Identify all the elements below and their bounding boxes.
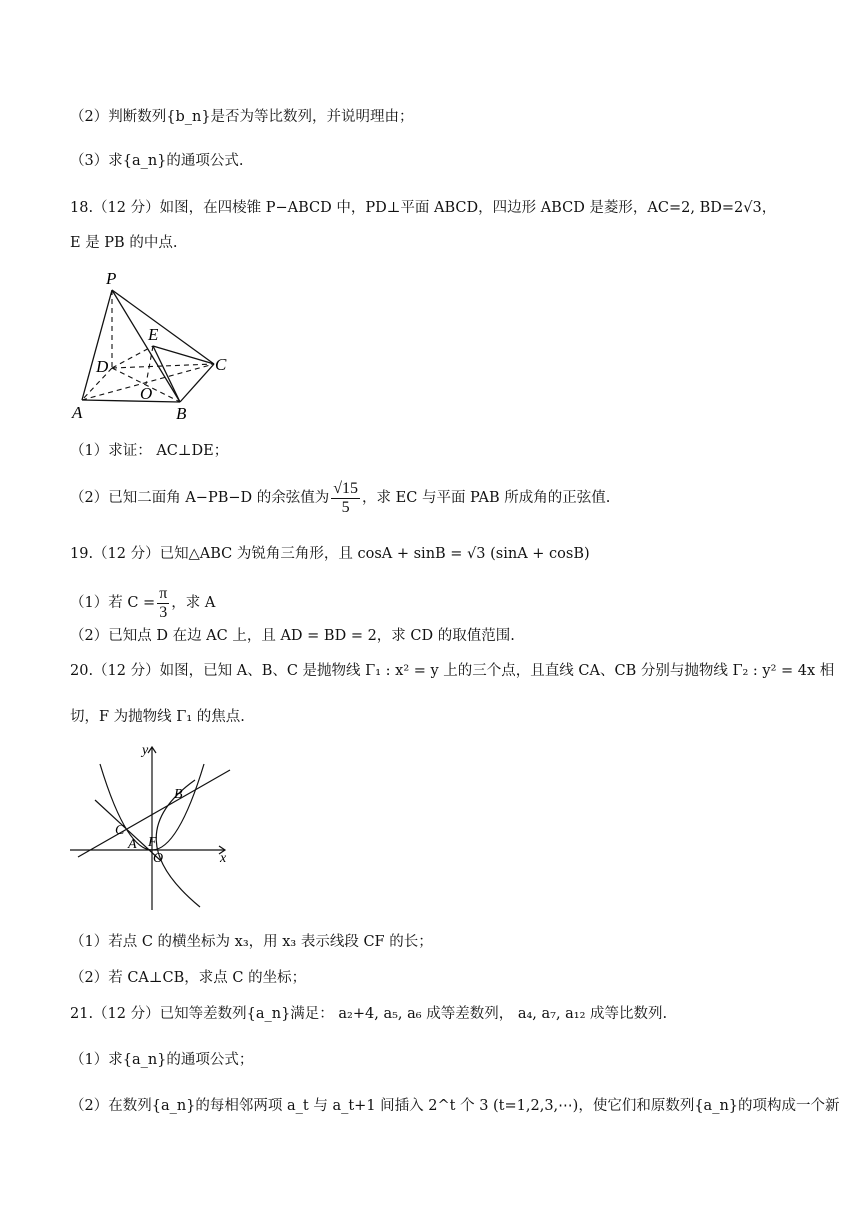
fig1-label-p: P [106, 269, 117, 288]
problem-21-part-2: （2）在数列{a_n}的每相邻两项 a_t 与 a_t+1 间插入 2^t 个 3 (t=1,2,3,⋯)，使它们和原数列{a_n}的项构成一个新 [70, 1098, 840, 1114]
problem-19-part-2: （2）已知点 D 在边 AC 上，且 AD = BD = 2，求 CD 的取值范围. [70, 628, 515, 644]
problem-19-statement: 19.（12 分）已知△ABC 为锐角三角形，且 cosA + sinB = √3 (sinA + cosB) [70, 546, 590, 562]
fig2-label-b: B [174, 787, 183, 802]
problem-20-statement-cont: 切，F 为抛物线 Γ₁ 的焦点. [70, 709, 245, 725]
fig2-label-x: x [220, 851, 227, 866]
text-line-1: （2）判断数列{b_n}是否为等比数列，并说明理由； [70, 109, 414, 125]
problem-20-statement: 20.（12 分）如图，已知 A、B、C 是抛物线 Γ₁ : x² = y 上的三个点，且直线 CA、CB 分别与抛物线 Γ₂ : y² = 4x 相 [70, 663, 835, 679]
fig1-label-c: C [215, 355, 227, 374]
problem-18-statement: 18.（12 分）如图，在四棱锥 P−ABCD 中，PD⊥平面 ABCD，四边形 ABCD 是菱形，AC=2, BD=2√3， [70, 200, 777, 216]
text-line-2: （3）求{a_n}的通项公式. [70, 153, 244, 169]
parabola-figure [70, 742, 240, 912]
problem-21-statement: 21.（12 分）已知等差数列{a_n}满足： a₂+4, a₅, a₆ 成等差数列， a₄, a₇, a₁₂ 成等比数列. [70, 1006, 668, 1022]
fig2-label-a: A [128, 837, 137, 852]
fig1-label-a: A [72, 403, 83, 422]
problem-21-part-1: （1）求{a_n}的通项公式； [70, 1052, 254, 1068]
fig2-label-o: O [153, 851, 164, 866]
fig1-label-o: O [140, 384, 153, 403]
fig2-label-y: y [142, 743, 149, 758]
problem-18-part-1: （1）求证： AC⊥DE； [70, 443, 229, 459]
problem-20-part-2: （2）若 CA⊥CB，求点 C 的坐标； [70, 970, 307, 986]
problem-20-part-1: （1）若点 C 的横坐标为 x₃，用 x₃ 表示线段 CF 的长； [70, 934, 433, 950]
fig1-label-e: E [148, 325, 159, 344]
fig2-label-f: F [148, 835, 157, 850]
problem-18-part-2: （2）已知二面角 A−PB−D 的余弦值为 $\frac{√15}{5}$ ，求 EC 与平面 PAB 所成角的正弦值. [70, 479, 611, 516]
problem-19-part-1: （1）若 C = $\frac{\pi}{3}$ ，求 A [70, 584, 216, 621]
fig1-label-b: B [176, 404, 187, 423]
problem-18-statement-cont: E 是 PB 的中点. [70, 235, 178, 251]
fig1-label-d: D [96, 357, 109, 376]
fig2-label-c: C [115, 823, 125, 838]
pyramid-figure [70, 268, 240, 423]
